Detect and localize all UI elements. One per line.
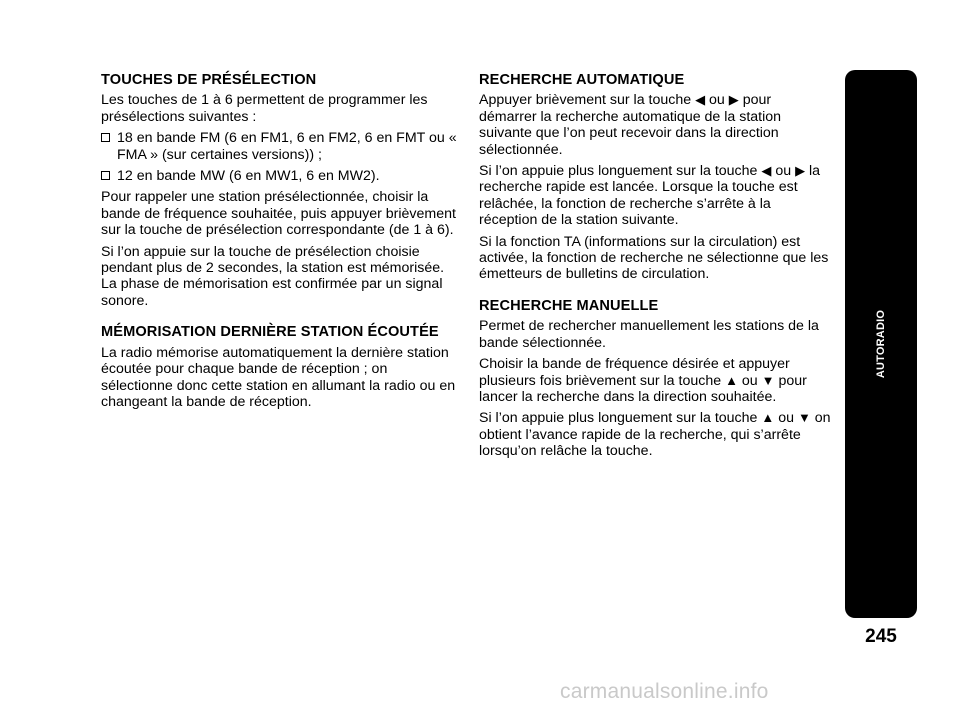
auto-search-p2: Si l’on appuie plus longuement sur la touche ◀ ou ▶ la recherche rapide est lancée. Lorsque la touche est relâchée, la fonction de recherche s’arrête à la réception de la station suivante.	[479, 163, 821, 229]
arrow-down-icon: ▼	[797, 410, 811, 426]
auto-search-heading: RECHERCHE AUTOMATIQUE	[479, 72, 685, 88]
bullet-text: 12 en bande MW (6 en MW1, 6 en MW2).	[117, 168, 380, 185]
arrow-right-icon: ▶	[728, 92, 739, 108]
watermark: carmanualsonline.info	[560, 680, 769, 703]
presets-intro: Les touches de 1 à 6 permettent de programmer les présélections suivantes :	[101, 92, 428, 125]
presets-store-text: Si l’on appuie sur la touche de présélection choisie pendant plus de 2 secondes, la station est mémorisée. La phase de mémorisation est confirmée par un signal sonore.	[101, 243, 445, 309]
manual-search-p1: Permet de rechercher manuellement les stations de la bande sélectionnée.	[479, 318, 819, 351]
bullet-text: 18 en bande FM (6 en FM1, 6 en FM2, 6 en FMT ou « FMA » (sur certaines versions)) ;	[117, 130, 457, 163]
manual-search-p2: Choisir la bande de fréquence désirée et appuyer plusieurs fois brièvement sur la touche ▲ ou ▼ pour lancer la recherche dans la direction souhaitée.	[479, 356, 807, 405]
left-column	[101, 72, 461, 415]
manual-search-heading: RECHERCHE MANUELLE	[479, 297, 659, 314]
arrow-left-icon: ◀	[695, 92, 706, 108]
checkbox-bullet-icon	[101, 133, 110, 142]
memory-heading: MÉMORISATION DERNIÈRE STATION ÉCOUTÉE	[101, 324, 439, 341]
checkbox-bullet-icon	[101, 171, 110, 180]
arrow-up-icon: ▲	[761, 410, 775, 426]
right-column	[479, 72, 831, 465]
auto-search-p1: Appuyer brièvement sur la touche ◀ ou ▶ pour démarrer la recherche automatique de la station suivante que l’on peut recevoir dans la direction sélectionnée.	[479, 92, 782, 158]
manual-search-p3: Si l’on appuie plus longuement sur la touche ▲ ou ▼ on obtient l’avance rapide de la recherche, qui s’arrête lorsqu’on relâche la touche.	[479, 410, 831, 460]
presets-recall-text: Pour rappeler une station présélectionnée, choisir la bande de fréquence souhaitée, puis appuyer brièvement sur la touche de présélection correspondante (de 1 à 6).	[101, 189, 456, 239]
arrow-down-icon: ▼	[761, 372, 775, 388]
arrow-right-icon: ▶	[795, 163, 806, 179]
arrow-up-icon: ▲	[725, 372, 738, 388]
list-item	[101, 168, 461, 184]
section-tab-label: AUTORADIO	[875, 309, 887, 379]
list-item	[101, 130, 461, 163]
section-tab	[845, 70, 917, 618]
arrow-left-icon: ◀	[761, 163, 772, 179]
memory-text: La radio mémorise automatiquement la dernière station écoutée pour chaque bande de réception ; on sélectionne donc cette station en allumant la radio ou en changeant la bande de réception.	[101, 344, 456, 410]
page-number: 245	[865, 626, 897, 647]
auto-search-p3: Si la fonction TA (informations sur la circulation) est activée, la fonction de recherche ne sélectionne que les émetteurs de bulletins de circulation.	[479, 233, 829, 283]
presets-heading: TOUCHES DE PRÉSÉLECTION	[101, 72, 317, 88]
